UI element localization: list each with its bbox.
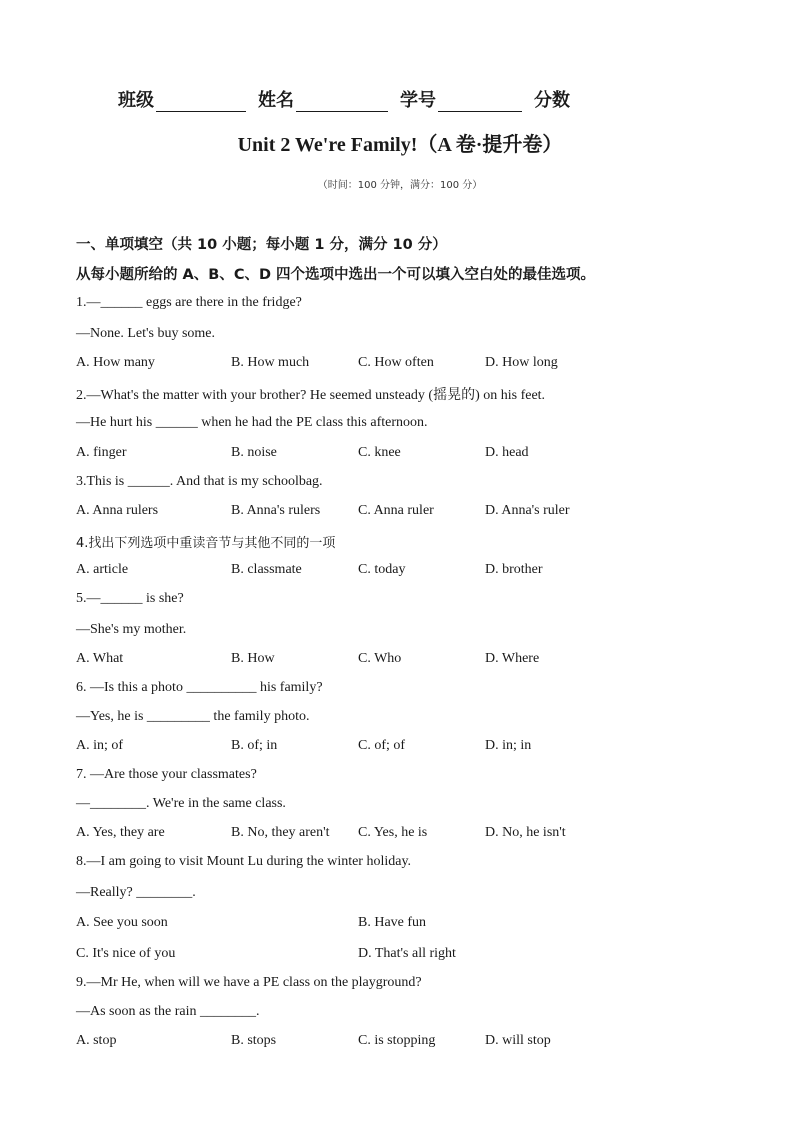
question-7-option-a: A. Yes, they are [76,825,165,840]
question-5-option-d: D. Where [485,651,540,666]
question-6-line-2: —Yes, he is _________ the family photo. [76,709,310,724]
question-5-stem: 5.—______ is she? [76,591,184,606]
question-7-line-2: —________. We're in the same class. [76,796,286,811]
question-9-option-c: C. is stopping [358,1033,436,1048]
question-4-option-b: B. classmate [231,562,302,577]
question-9-stem: 9.—Mr He, when will we have a PE class on the playground? [76,975,422,990]
question-1-stem: 1.—______ eggs are there in the fridge? [76,295,302,310]
student-id-label: 学号 [400,90,436,111]
question-9-line-2: —As soon as the rain ________. [76,1004,260,1019]
name-blank[interactable] [296,93,388,112]
question-9-option-b: B. stops [231,1033,277,1048]
student-info-line [118,86,572,112]
question-8-stem: 8.—I am going to visit Mount Lu during the winter holiday. [76,854,412,869]
question-4-option-a: A. article [76,562,129,577]
question-9-option-a: A. stop [76,1033,117,1048]
question-7-stem: 7. —Are those your classmates? [76,767,257,782]
question-1-option-d: D. How long [485,355,558,370]
question-2-option-c: C. knee [358,445,401,460]
question-6-option-b: B. of; in [231,738,278,753]
name-label: 姓名 [258,90,294,111]
question-7-option-c: C. Yes, he is [358,825,428,840]
question-1-line-2: —None. Let's buy some. [76,326,216,341]
question-9-option-d: D. will stop [485,1033,551,1048]
question-8-option-d: D. That's all right [358,946,456,961]
question-4-stem: 4.找出下列选项中重读音节与其他不同的一项 [76,536,336,551]
question-5-option-c: C. Who [358,651,402,666]
question-6-option-c: C. of; of [358,738,406,753]
question-2-option-a: A. finger [76,445,127,460]
question-3-option-c: C. Anna ruler [358,503,434,518]
question-8-option-b: B. Have fun [358,915,427,930]
question-3-option-d: D. Anna's ruler [485,503,570,518]
class-blank[interactable] [156,93,246,112]
question-2-option-b: B. noise [231,445,277,460]
section-instruction: 从每小题所给的 A、B、C、D 四个选项中选出一个可以填入空白处的最佳选项。 [76,267,596,283]
question-6-stem: 6. —Is this a photo __________ his family? [76,680,323,695]
question-4-option-c: C. today [358,562,406,577]
question-2-option-d: D. head [485,445,529,460]
question-3-option-a: A. Anna rulers [76,503,159,518]
question-7-option-b: B. No, they aren't [231,825,330,840]
question-8-line-2: —Really? ________. [76,885,196,900]
question-1-option-a: A. How many [76,355,155,370]
question-5-option-a: A. What [76,651,124,666]
question-6-option-a: A. in; of [76,738,124,753]
question-5-option-b: B. How [231,651,275,666]
exam-time-note: （时间：100 分钟，满分：100 分） [317,180,483,191]
section-heading: 一、单项填空（共 10 小题；每小题 1 分，满分 10 分） [76,237,447,253]
question-1-option-b: B. How much [231,355,310,370]
question-8-option-a: A. See you soon [76,915,168,930]
question-2-stem: 2.—What's the matter with your brother? He seemed unsteady (摇晃的) on his feet. [76,388,546,403]
page-title: Unit 2 We're Family!（A 卷·提升卷） [237,134,563,156]
question-7-option-d: D. No, he isn't [485,825,566,840]
class-label: 班级 [118,90,154,111]
question-8-option-c: C. It's nice of you [76,946,176,961]
question-3-stem: 3.This is ______. And that is my schoolbag. [76,474,323,489]
question-5-line-2: —She's my mother. [76,622,187,637]
question-4-option-d: D. brother [485,562,543,577]
question-3-option-b: B. Anna's rulers [231,503,321,518]
question-2-line-2: —He hurt his ______ when he had the PE class this afternoon. [76,415,428,430]
question-1-option-c: C. How often [358,355,434,370]
student-id-blank[interactable] [438,93,522,112]
score-label: 分数 [534,90,570,111]
question-6-option-d: D. in; in [485,738,532,753]
